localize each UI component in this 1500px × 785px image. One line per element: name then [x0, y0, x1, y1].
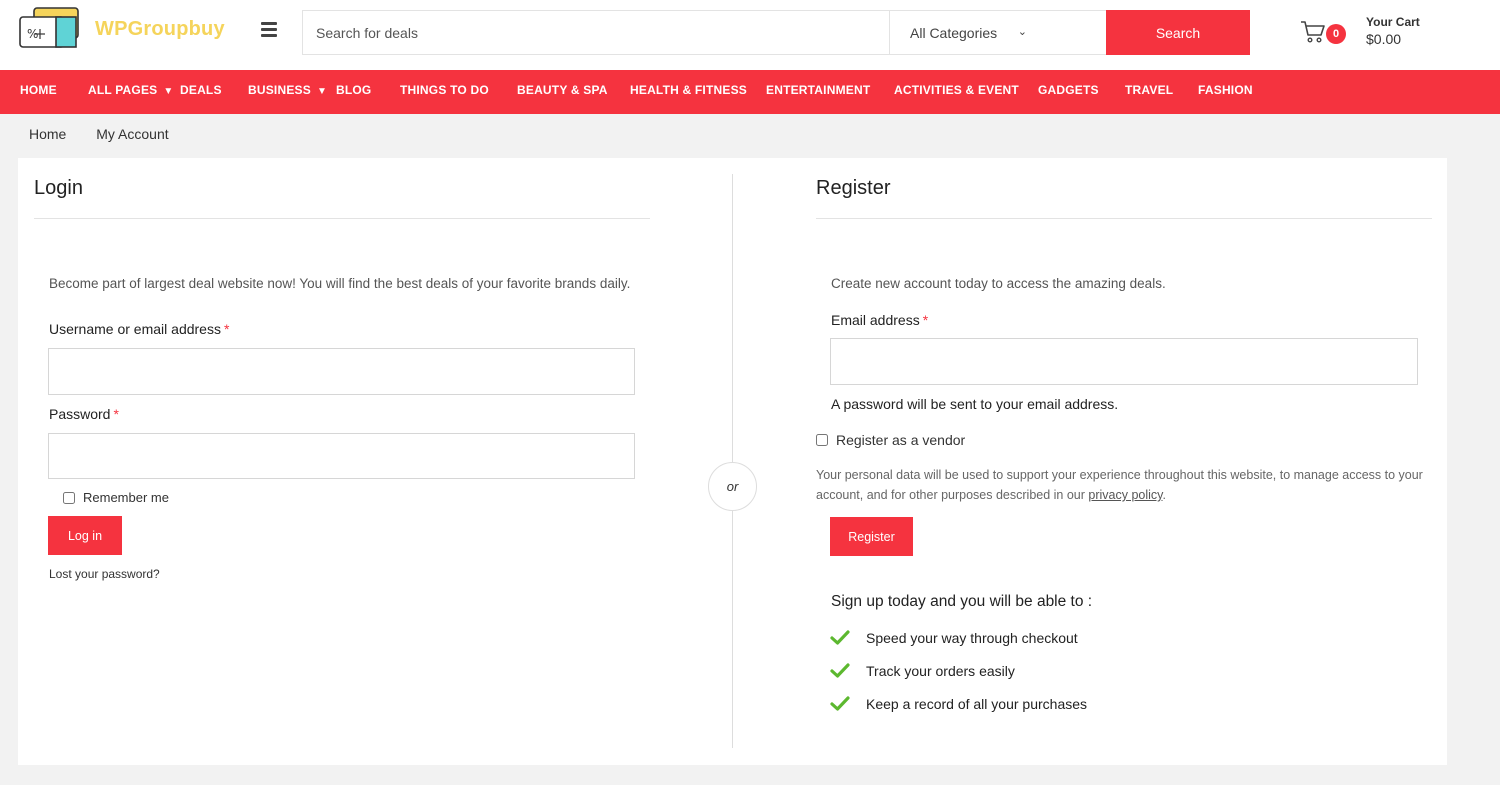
password-label: Password * [49, 406, 119, 422]
nav-item-deals[interactable]: DEALS [180, 83, 222, 97]
benefit-item: Track your orders easily [830, 663, 1015, 679]
benefit-item: Speed your way through checkout [830, 630, 1078, 646]
breadcrumb [29, 126, 195, 142]
menu-hamburger-icon[interactable] [261, 22, 277, 38]
nav-item-things-to-do[interactable]: THINGS TO DO [400, 83, 489, 97]
breadcrumb-current: My Account [96, 126, 169, 142]
nav-item-beauty-spa[interactable]: BEAUTY & SPA [517, 83, 608, 97]
vendor-row[interactable] [816, 432, 965, 448]
cart-total: $0.00 [1366, 31, 1402, 47]
cart-label: Your Cart [1366, 15, 1420, 29]
nav-item-travel[interactable]: TRAVEL [1125, 83, 1174, 97]
main-nav [0, 70, 1500, 114]
lost-password-link[interactable]: Lost your password? [49, 567, 160, 581]
or-divider-badge: or [708, 462, 757, 511]
remember-me-row[interactable] [63, 490, 169, 505]
login-title: Login [34, 177, 83, 199]
nav-item-fashion[interactable]: FASHION [1198, 83, 1253, 97]
privacy-policy-link[interactable]: privacy policy [1088, 488, 1163, 502]
benefit-item: Keep a record of all your purchases [830, 696, 1087, 712]
required-mark: * [922, 312, 929, 328]
cart-count-badge: 0 [1326, 24, 1346, 44]
svg-text:%: % [27, 27, 39, 41]
login-button[interactable]: Log in [48, 516, 122, 555]
search-bar [302, 10, 1250, 55]
coupon-logo-icon [18, 7, 80, 51]
remember-me-checkbox[interactable] [63, 492, 75, 504]
checkmark-icon [830, 696, 850, 712]
login-intro: Become part of largest deal website now! You will find the best deals of your favorite brands daily. [49, 276, 631, 291]
chevron-down-icon: ⌄ [1017, 26, 1027, 38]
cart-icon [1300, 20, 1326, 44]
vendor-checkbox[interactable] [816, 434, 828, 446]
register-intro: Create new account today to access the amazing deals. [831, 276, 1166, 291]
register-button[interactable]: Register [830, 517, 913, 556]
account-card [18, 158, 1447, 765]
category-select[interactable] [889, 11, 1107, 54]
register-title-rule [816, 218, 1432, 219]
username-label: Username or email address * [49, 321, 230, 337]
site-header [0, 0, 1500, 70]
column-divider [732, 174, 733, 748]
nav-item-all-pages[interactable]: ALL PAGES ▼ [88, 70, 173, 114]
nav-item-health-fitness[interactable]: HEALTH & FITNESS [630, 83, 747, 97]
required-mark: * [113, 406, 119, 422]
nav-item-blog[interactable]: BLOG [336, 83, 372, 97]
vendor-label: Register as a vendor [836, 432, 966, 448]
email-field[interactable] [830, 338, 1418, 385]
remember-me-label: Remember me [83, 490, 169, 505]
chevron-down-icon: ▼ [316, 86, 328, 97]
nav-item-home[interactable]: HOME [20, 83, 57, 97]
breadcrumb-home[interactable]: Home [29, 126, 67, 142]
search-button[interactable]: Search [1106, 10, 1250, 55]
password-note: A password will be sent to your email address. [831, 396, 1119, 412]
cart-widget[interactable] [1300, 14, 1490, 54]
nav-item-entertainment[interactable]: ENTERTAINMENT [766, 83, 871, 97]
nav-item-gadgets[interactable]: GADGETS [1038, 83, 1099, 97]
register-title: Register [816, 177, 891, 199]
email-label: Email address * [831, 312, 929, 328]
username-field[interactable] [48, 348, 635, 395]
password-field[interactable] [48, 433, 635, 479]
nav-item-business[interactable]: BUSINESS ▼ [248, 70, 327, 114]
privacy-notice: Your personal data will be used to support your experience throughout this website, to manage access to your account, and for other purposes described in our privacy policy. [816, 468, 1423, 502]
category-select-value: All Categories [910, 24, 998, 41]
benefits-title: Sign up today and you will be able to : [831, 593, 1093, 610]
chevron-down-icon: ▼ [163, 86, 174, 97]
required-mark: * [223, 321, 230, 337]
nav-item-activities-event[interactable]: ACTIVITIES & EVENT [894, 83, 1019, 97]
checkmark-icon [830, 630, 850, 646]
login-title-rule [34, 218, 650, 219]
logo-text: WPGroupbuy [95, 17, 225, 40]
search-input[interactable] [303, 11, 889, 54]
site-logo[interactable] [18, 7, 238, 51]
checkmark-icon [830, 663, 850, 679]
